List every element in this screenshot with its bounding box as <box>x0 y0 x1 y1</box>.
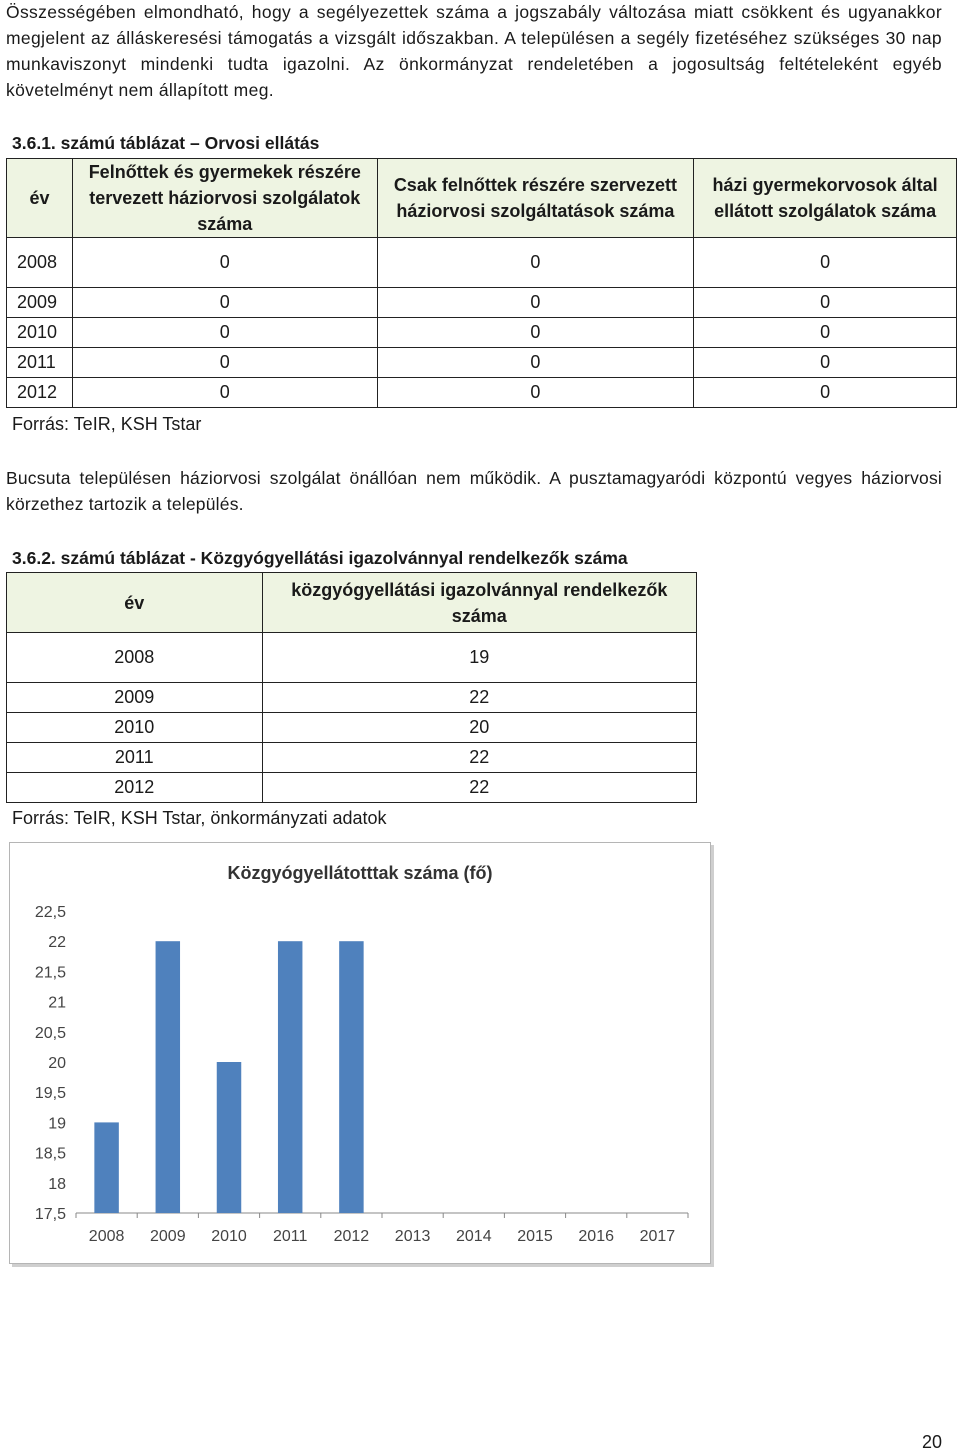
table-row <box>7 633 697 683</box>
table2-cell: 2008 <box>7 633 263 683</box>
table-row <box>7 238 957 288</box>
y-tick-label: 19 <box>48 1115 66 1133</box>
table1-cell: 0 <box>694 348 957 378</box>
table1-cell: 2009 <box>7 288 73 318</box>
y-tick-label: 18 <box>48 1175 66 1193</box>
table-kozgyogyellatas <box>6 572 697 803</box>
table1-header-col3: házi gyermekorvosok által ellátott szolgálatok száma <box>694 159 957 238</box>
bar-2008 <box>94 1122 118 1213</box>
table1-cell: 2010 <box>7 318 73 348</box>
table-row <box>7 348 957 378</box>
table1-cell: 2012 <box>7 378 73 408</box>
table1-cell: 2011 <box>7 348 73 378</box>
x-tick-label: 2011 <box>272 1228 308 1245</box>
y-tick-label: 17,5 <box>34 1206 66 1223</box>
table1-cell: 0 <box>377 348 694 378</box>
table1-cell: 0 <box>72 318 377 348</box>
table-row <box>7 773 697 803</box>
table2-cell: 19 <box>262 633 696 683</box>
bar-2012 <box>339 941 363 1213</box>
table1-cell: 0 <box>694 318 957 348</box>
y-tick-label: 22 <box>48 934 66 952</box>
table1-cell: 2008 <box>7 238 73 288</box>
x-tick-label: 2008 <box>88 1228 125 1245</box>
table1-source: Forrás: TeIR, KSH Tstar <box>12 414 202 434</box>
table2-cell: 2011 <box>7 743 263 773</box>
table2-cell: 2009 <box>7 683 263 713</box>
table1-header-col1: Felnőttek és gyermekek részére tervezett háziorvosi szolgálatok száma <box>72 159 377 238</box>
y-tick-label: 20 <box>48 1055 66 1072</box>
y-tick-label: 22,5 <box>34 904 66 921</box>
table-orvosi-ellatas <box>6 158 957 408</box>
x-tick-label: 2009 <box>150 1228 186 1245</box>
table1-cell: 0 <box>72 238 377 288</box>
table2-cell: 22 <box>262 773 696 803</box>
table-row <box>7 713 697 743</box>
table1-cell: 0 <box>694 378 957 408</box>
intro-paragraph: Összességében elmondható, hogy a segélyezettek száma a jogszabály változása miatt csökkent és ugyanakkor megjelent az álláskeresési támogatás a vizsgált időszakban. A településen a segély fizetéséhez szükséges 30 nap munkaviszonyt mindenki tudta igazolni. Az önkormányzat rendeletében a jogosultság feltételeként egyéb követelményt nem állapított meg. <box>6 2 942 100</box>
bar-2011 <box>278 941 302 1213</box>
y-tick-label: 21,5 <box>34 964 66 982</box>
table1-cell: 0 <box>72 288 377 318</box>
x-tick-label: 2013 <box>394 1228 431 1245</box>
x-tick-label: 2012 <box>333 1228 370 1245</box>
table1-header-col2: Csak felnőttek részére szervezett háziorvosi szolgáltatások száma <box>377 159 694 238</box>
x-tick-label: 2015 <box>517 1228 553 1245</box>
x-tick-label: 2017 <box>639 1228 676 1245</box>
table-row <box>7 378 957 408</box>
y-tick-label: 20,5 <box>34 1024 66 1042</box>
table2-caption: 3.6.2. számú táblázat - Közgyógyellátási igazolvánnyal rendelkezők száma <box>12 548 628 568</box>
table2-source: Forrás: TeIR, KSH Tstar, önkormányzati adatok <box>12 808 387 828</box>
x-tick-label: 2010 <box>211 1228 247 1245</box>
x-tick-label: 2016 <box>578 1228 614 1245</box>
bar-chart <box>9 842 711 1264</box>
chart-canvas <box>10 843 710 1263</box>
bar-2009 <box>156 941 180 1213</box>
table2-cell: 22 <box>262 743 696 773</box>
table2-header-count: közgyógyellátási igazolvánnyal rendelkezők száma <box>262 573 696 633</box>
table1-header-ev: év <box>7 159 73 238</box>
table1-cell: 0 <box>694 238 957 288</box>
chart-title: Közgyógyellátotttak száma (fő) <box>227 863 493 883</box>
table2-header-ev: év <box>7 573 263 633</box>
table1-cell: 0 <box>72 348 377 378</box>
table1-cell: 0 <box>694 288 957 318</box>
table-row <box>7 743 697 773</box>
table2-cell: 2010 <box>7 713 263 743</box>
table2-cell: 20 <box>262 713 696 743</box>
x-tick-label: 2014 <box>456 1228 492 1245</box>
table2-cell: 22 <box>262 683 696 713</box>
table-row <box>7 318 957 348</box>
y-tick-label: 18,5 <box>34 1145 66 1163</box>
table1-cell: 0 <box>377 288 694 318</box>
table1-cell: 0 <box>377 238 694 288</box>
middle-paragraph: Bucsuta településen háziorvosi szolgálat önállóan nem működik. A pusztamagyaródi központú vegyes háziorvosi körzethez tartozik a település. <box>6 468 942 514</box>
page-number: 20 <box>921 1432 942 1452</box>
table1-cell: 0 <box>377 318 694 348</box>
table1-cell: 0 <box>72 378 377 408</box>
table-row <box>7 288 957 318</box>
y-tick-label: 21 <box>48 994 66 1012</box>
y-tick-label: 19,5 <box>34 1085 66 1103</box>
table2-cell: 2012 <box>7 773 263 803</box>
table1-cell: 0 <box>377 378 694 408</box>
table-row <box>7 683 697 713</box>
bar-2010 <box>217 1062 241 1213</box>
table1-caption: 3.6.1. számú táblázat – Orvosi ellátás <box>12 133 320 153</box>
